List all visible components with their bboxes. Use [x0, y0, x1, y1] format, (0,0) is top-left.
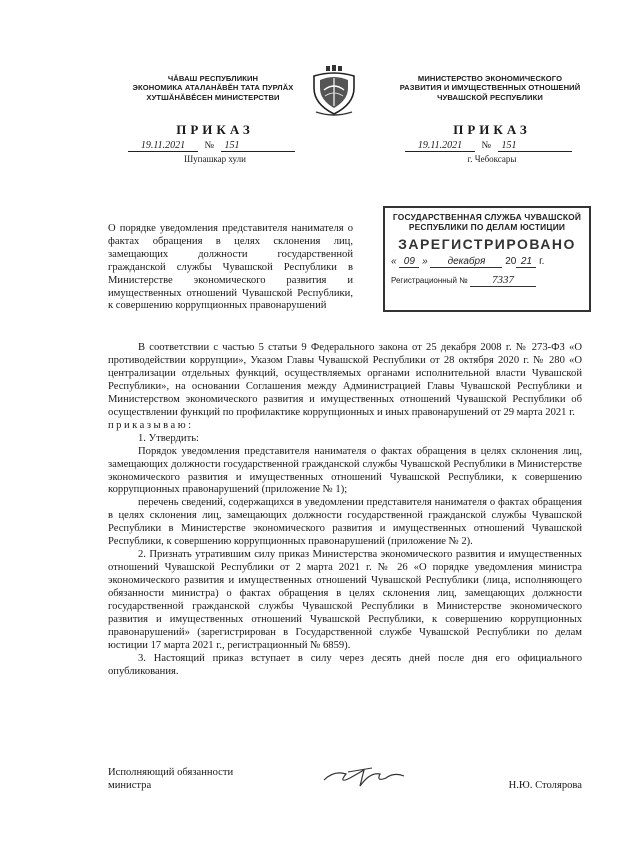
header-left-line: ЭКОНОМИКА АТАЛАНĂВĔН ТАТА ПУРЛĂХ [132, 83, 294, 93]
place-right: г. Чебоксары [467, 154, 517, 164]
signatory-name: Н.Ю. Столярова [508, 780, 582, 791]
stamp-quote-open: « [391, 256, 397, 267]
body-item1: 1. Утвердить: [138, 432, 199, 444]
body-item2: 2. Признать утратившим силу приказ Министерства экономического развития и имущественных отношений Чувашской Республики от 2 марта 2021 г. № 26 «О порядке уведомления министра экономического развития и имущественных отношений Чувашской Республики (лица, исполняющего обязанности министра) о фактах обращения в целях склонения лиц, замещающих должности государственной гражданской службы Чувашской Республики в Министерстве экономического развития и имущественных отношений Чувашской Республики, к совершению коррупционных правонарушений» (зарегистрирован в Государственной службе Чувашской Республики по делам юстиции 17 марта 2021 г., регистрационный № 6859). [108, 549, 582, 651]
position-line1: Исполняющий обязанности [108, 767, 234, 778]
header-right-line: ЧУВАШСКОЙ РЕСПУБЛИКИ [437, 92, 543, 102]
stamp-year-prefix: 20 [505, 256, 517, 267]
order-number-right [405, 140, 590, 152]
stamp-day: 09 [399, 256, 419, 268]
order-date-left: 19.11.2021 [128, 140, 198, 152]
stamp-year: 21 [516, 256, 536, 268]
number-sign-left: № [204, 140, 215, 151]
header-right-line: МИНИСТЕРСТВО ЭКОНОМИЧЕСКОГО [417, 74, 563, 83]
number-sign-right: № [481, 140, 492, 151]
stamp-reg-number: 7337 [470, 274, 536, 287]
body-intro: В соответствии с частью 5 статьи 9 Федерального закона от 25 декабря 2008 г. № 273-ФЗ «О противодействии коррупции», Указом Главы Чувашской Республики от 28 октября 2020 г. № 280 «О централизации отдельных функций, осуществляемых органами исполнительной власти Чувашской Республики», на основании Соглашения между Администрацией Главы Чувашской Республики и Министерством экономического развития и имущественных отношений Чувашской Республики об осуществлении функций по профилактике коррупционных и иных правонарушений от 29 марта 2021 г. [108, 342, 582, 418]
stamp-reg-line [391, 274, 583, 287]
stamp-registered: ЗАРЕГИСТРИРОВАНО [398, 236, 576, 252]
body-prikazyvayu: приказываю: [108, 419, 194, 431]
header-right-line: РАЗВИТИЯ И ИМУЩЕСТВЕННЫХ ОТНОШЕНИЙ [399, 83, 581, 93]
order-number-left [128, 140, 308, 152]
prikaz-right-title: ПРИКАЗ [453, 122, 531, 137]
body-item1b: перечень сведений, содержащихся в уведомлении представителя нанимателя о фактах обращения в целях склонения лиц, замещающих должности государственной гражданской службы Чувашской Республики в Министерстве экономического развития и имущественных отношений Чувашской Республики, к совершению коррупционных правонарушений (приложение № 2). [108, 497, 582, 548]
header-left-line: ЧĂВАШ РЕСПУБЛИКИН [167, 74, 259, 83]
stamp-month: декабря [430, 256, 502, 268]
body-item3: 3. Настоящий приказ вступает в силу через десять дней после дня его официального опубликования. [108, 652, 582, 677]
order-date-right: 19.11.2021 [405, 140, 475, 152]
position-line2: министра [108, 780, 152, 791]
stamp-line1: ГОСУДАРСТВЕННАЯ СЛУЖБА ЧУВАШСКОЙ [392, 212, 582, 222]
stamp-date-line [391, 256, 583, 268]
registration-stamp [383, 206, 591, 312]
order-body [108, 342, 582, 679]
header-left [108, 74, 318, 102]
place-left: Шупашкар хули [184, 154, 246, 164]
stamp-quote-close: » [422, 256, 428, 267]
signatory-position [108, 766, 308, 792]
header-right [385, 74, 595, 102]
header-left-line: ХУТШĂНĂВĔСЕН МИНИСТЕРСТВИ [146, 92, 280, 102]
stamp-reg-label: Регистрационный № [391, 276, 468, 285]
prikaz-left-title: ПРИКАЗ [176, 122, 254, 137]
body-item1a: Порядок уведомления представителя нанимателя о фактах обращения в целях склонения лиц, замещающих должности государственной гражданской службы Чувашской Республики в Министерстве экономического развития и имущественных отношений Чувашской Республики, к совершению коррупционных правонарушений (приложение № 1); [108, 445, 582, 496]
order-number-value-left: 151 [221, 140, 295, 152]
emblem-icon [310, 64, 358, 118]
stamp-line2: РЕСПУБЛИКИ ПО ДЕЛАМ ЮСТИЦИИ [408, 222, 566, 232]
stamp-year-suffix: г. [539, 256, 545, 267]
order-number-value-right: 151 [498, 140, 572, 152]
order-title: О порядке уведомления представителя нанимателя о фактах обращения в целях склонения лиц, замещающих должности государственной гражданской службы Чувашской Республики в Министерстве экономического развития и имущественных отношений Чувашской Республики, к совершению коррупционных правонарушений [108, 223, 353, 312]
handwritten-signature [320, 762, 410, 792]
